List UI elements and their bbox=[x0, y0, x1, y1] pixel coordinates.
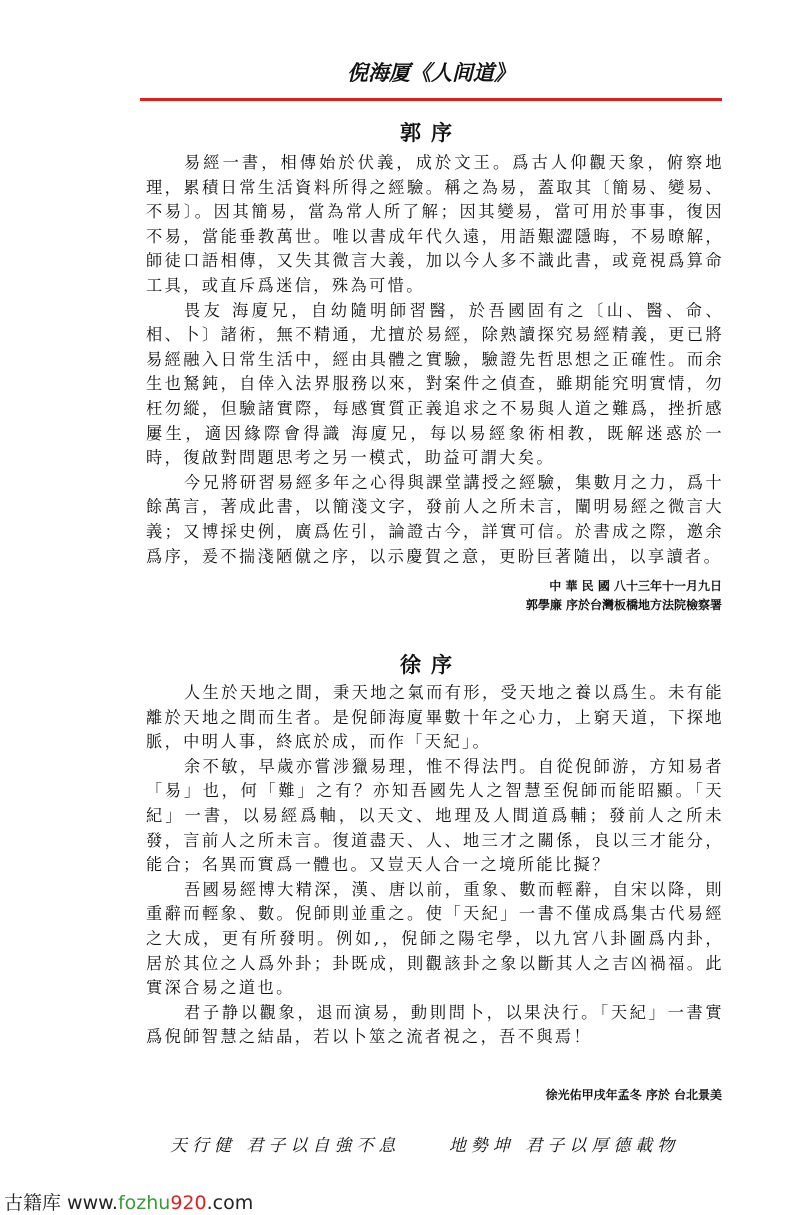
watermark-red: 920 bbox=[170, 1192, 207, 1214]
page bbox=[140, 0, 722, 1169]
xu-preface-body bbox=[146, 681, 724, 1050]
page-header-title: 倪海厦《人间道》 bbox=[347, 60, 515, 85]
xu-preface-title: 徐序 bbox=[400, 653, 462, 678]
paragraph: 君子静以觀象，退而演易，動則問卜，以果決行。「天紀」一書實爲倪師智慧之結晶，若以卜筮之流者視之，吾不與焉！ bbox=[146, 1002, 724, 1047]
paragraph: 吾國易經博大精深，漢、唐以前，重象、數而輕辭，自宋以降，則重辭而輕象、數。倪師則並重之。使「天紀」一書不僅成爲集古代易經之大成，更有所發明。例如,，倪師之陽宅學，以九宮八卦圖爲内卦，居於其位之人爲外卦；卦既成，則觀該卦之象以斷其人之吉凶禍福。此實深合易之道也。 bbox=[146, 879, 724, 998]
guo-signature-block bbox=[140, 577, 722, 615]
motto bbox=[170, 1133, 722, 1159]
header-rule bbox=[140, 98, 722, 101]
paragraph: 余不敏，早歲亦嘗涉獵易理，惟不得法門。自從倪師游，方知易者「易」也，何「難」之有？亦知吾國先人之智慧至倪師而能昭顯。「天紀」一書，以易經爲軸，以天文、地理及人間道爲輔；發前人之所未發，言前人之所未言。復道盡天、人、地三才之關係，良以三才能分，能合；名異而實爲一體也。又豈天人合一之境所能比擬？ bbox=[146, 756, 724, 875]
watermark bbox=[4, 1191, 793, 1215]
watermark-green: fozhu bbox=[117, 1192, 171, 1214]
watermark-suffix: .com bbox=[206, 1192, 254, 1214]
paragraph: 易經一書，相傳始於伏義，成於文王。爲古人仰觀天象，俯察地理，累積日常生活資料所得之經驗。稱之為易，蓋取其〔簡易、變易、不易〕。因其簡易，當為常人所了解；因其變易，當可用於事事，復因不易，當能垂教萬世。唯以書成年代久遠，用語艱澀隱晦，不易暸解，師徒口語相傳，又失其微言大義，加以今人多不識此書，或竟視爲算命工具，或直斥爲迷信，殊為可惜。 bbox=[146, 153, 724, 295]
paragraph: 畏友 海廈兄，自幼隨明師習醫，於吾國固有之〔山、醫、命、相、卜〕諸術，無不精通，尤擅於易經，除熟讀探究易經精義，更已將易經融入日常生活中，經由具體之實驗，驗證先哲思想之正確性。而余生也駑鈍，自倖入法界服務以來，對案件之偵查，雖期能究明實情，勿枉勿縱，但驗諸實際，每感實質正義追求之不易與人道之難爲，挫折感屢生，適因緣際會得識 海廈兄，每以易經象術相教，既解迷惑於一時，復啟對問題思考之另一模式，助益可謂大矣。 bbox=[146, 300, 724, 468]
xu-signature: 徐光佑甲戌年孟冬 序於 台北景美 bbox=[545, 1088, 722, 1102]
paragraph: 今兄將研習易經多年之心得與課堂講授之經驗，集數月之力，爲十餘萬言，著成此書，以簡淺文字，發前人之所未言，闡明易經之微言大義；又博採史例，廣爲佐引，論證古今，詳實可信。於書成之際，邀余爲序，爰不揣淺陋僦之序，以示慶賀之意，更盼巨著隨出，以享讀者。 bbox=[146, 472, 724, 566]
guo-preface-title: 郭序 bbox=[400, 121, 462, 145]
date: 中 華 民 國 八十三年十一月九日 bbox=[549, 579, 722, 594]
signature: 郭學廉 序於台灣板橋地方法院檢察署 bbox=[525, 598, 722, 613]
paragraph: 人生於天地之間，秉天地之氣而有形，受天地之養以爲生。未有能離於天地之間而生者。是倪師海廈畢數十年之心力，上窮天道，下探地脈，中明人事，終底於成，而作「天紀」。 bbox=[146, 683, 724, 752]
motto-heaven: 天行健 君子以自強不息 bbox=[170, 1136, 401, 1156]
watermark-prefix: 古籍库 www. bbox=[4, 1192, 118, 1214]
motto-earth: 地勢坤 君子以厚德載物 bbox=[448, 1136, 680, 1156]
guo-preface-body bbox=[146, 151, 724, 569]
